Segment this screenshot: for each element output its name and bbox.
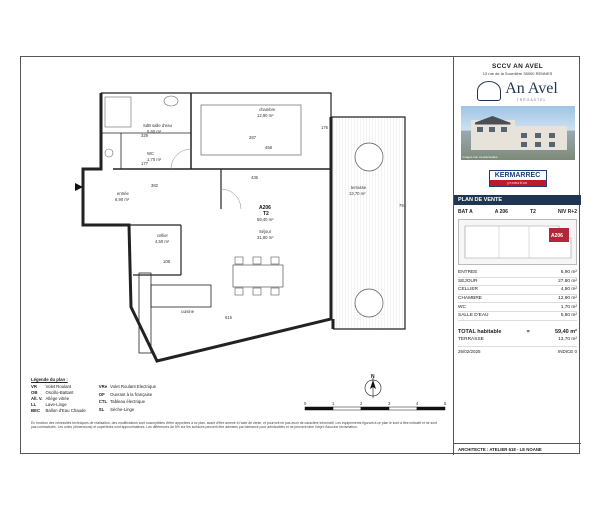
wc-bowl [105,149,113,157]
scale-bar [301,399,451,419]
room-area: 6,90 m² [560,270,577,276]
terrace-value: 13,70 m² [558,336,577,342]
legend-value: Lave-Linge [45,402,67,407]
house-icon [477,81,501,101]
room-row [458,295,577,304]
scale-tick-label: 1 [332,401,335,406]
terrace-label: TERRASSE [458,336,484,342]
legend-key: All. V. [31,396,43,401]
room-area: 4,50 m² [560,287,577,293]
dimension-label: 287 [249,135,256,140]
plan-label-chambre-area: 12,90 m² [257,113,274,118]
legend-key: VR [31,384,37,389]
bed [201,105,301,155]
compass-label: N [371,374,375,380]
legend-value: Ballon d'Eau Chaude [45,408,86,413]
plan-label-sejour: Séjour [259,229,272,234]
scale-tick-label: 3 [388,401,391,406]
level-label: NIV R+2 [557,209,577,215]
photo-caption: Images non contractuelles [462,155,498,159]
scale-tick-label: 4 [416,401,419,406]
company-address: 13 rue de la Sourdière 35000 RENNES [482,71,553,76]
plan-label-terrasse-area: 13,70 m² [349,191,366,196]
plan-label-cellier: cellier [157,233,168,238]
legend-value: Ouvrant à la française [110,391,153,397]
plan-label-sdb-area: 5,60 m² [147,129,162,134]
scale-tick-label: 2 [360,401,363,406]
scale-segment [417,407,445,410]
room-name: WC [458,304,466,310]
plan-label-lot-area: 59,40 m² [257,217,274,222]
disclaimer-text: En fonction des nécessités techniques de réalisation, des modifications sont susceptibles d'être apportées à ce plan, avant d'être amené à l'acte de vente, et pourront ne pas avoir de caractère informatif. Les équipements figurant à ce plan le sont à titre indicatif et ne sont pas contractuels. Les cotes (dimensions) et superficies sont approximatives. Les différences de 5% sur les surfaces peuvent être admises par tolérance pour admissibles et ne peuvent faire l'objet d'aucune réclamation. [31,421,437,430]
legend-left [31,384,89,414]
legend-key: OF [98,391,105,397]
plan-label-wc-area: 1,70 m² [147,157,162,162]
floor-plan [21,57,453,377]
room-row [458,312,577,321]
scale-segment [333,407,361,410]
logo-subtitle: TRÉGASTEL [516,98,547,102]
plan-de-vente-band: PLAN DE VENTE [454,195,581,205]
legend-value: Allège vitrée [45,396,70,401]
room-name: ENTREE [458,270,478,276]
dimension-label: 436 [251,175,258,180]
legend-key: LL [31,402,37,407]
legend-key: SL [98,406,105,412]
room-row [458,303,577,312]
architect-credit: ARCHITECTE : ATELIER 618 - LE NOANE [454,443,581,455]
plan-label-cellier-area: 4,50 m² [155,239,170,244]
terrace-row [458,337,577,342]
room-name: CHAMBRE [458,296,482,302]
dimension-label: 177 [141,161,148,166]
dimension-label: 329 [141,133,148,138]
room-row [458,278,577,287]
room-area: 12,90 m² [558,296,577,302]
plan-label-type: T2 [263,211,269,217]
legend-value: Oscillo-Battant [45,390,74,395]
room-name: SEJOUR [458,278,478,284]
plan-label-entree-area: 6,90 m² [115,197,130,202]
room-name: SALLE D'EAU [458,313,489,319]
plan-label-lot: A206 [259,205,271,211]
shower [105,97,131,127]
plan-date: 26/02/2025 [458,348,481,354]
room-areas-list [458,269,577,321]
room-area: 1,70 m² [560,304,577,310]
dimension-label: 791 [399,203,406,208]
washbasin [164,96,178,106]
dimension-label: 176 [321,125,328,130]
room-name: CELLIER [458,287,478,293]
legend-value: Tableau électrique [110,399,146,404]
plan-label-sejour-area: 31,80 m² [257,235,274,240]
building-photo [461,106,575,160]
room-row [458,286,577,295]
scale-tick-label: 0 [304,401,307,406]
promoter-sub: promotion [490,180,546,186]
total-habitable [458,329,577,335]
date-index-row [458,346,577,354]
terrace-table-2 [355,289,383,317]
lot-label: A 206 [494,209,508,215]
plan-label-sdb: SdB salle d'eau [143,123,172,128]
scale-segment [361,407,389,410]
kermarrec-logo [489,170,547,187]
plan-label-entree: entrée [117,191,129,196]
dimension-label: 458 [265,145,272,150]
plan-label-wc: WC [147,151,154,156]
type-label: T2 [530,209,536,215]
floor-locator-map [458,219,577,265]
bat-label: BAT A [458,209,473,215]
room-area: 5,60 m² [560,313,577,319]
company-name: SCCV AN AVEL [491,63,544,70]
logo-text: An Avel [505,80,558,97]
dining-table [233,265,283,287]
an-avel-logo [454,80,581,102]
north-compass-icon [361,373,385,399]
legend [31,377,181,414]
dimension-label: 615 [225,315,232,320]
room-row [458,269,577,278]
plan-label-terrasse: terrasse [351,185,367,190]
total-value: 59,40 m² [554,328,577,335]
scale-segment [389,407,417,410]
room-area: 27,80 m² [558,278,577,284]
dimension-label: 108 [163,259,170,264]
legend-key: CTL [98,399,108,404]
lot-info-row [454,205,581,217]
legend-right [99,384,159,414]
legend-title: Légende du plan : [31,377,68,382]
dimension-label: 382 [151,183,158,188]
scale-tick-label: 5 [444,401,447,406]
legend-key: BEC [31,408,41,413]
terrace-table-1 [355,143,383,171]
legend-key: OB [31,390,38,395]
plan-label-chambre: chambre [259,107,276,112]
plan-index: INDICE 0 [557,348,577,354]
legend-value: Sèche-Linge [110,406,135,412]
total-label: TOTAL habitable [458,328,502,335]
plan-label-cuisine: cuisine [181,309,195,314]
legend-value: Volet Roulant [45,384,72,389]
promoter-name: KERMARREC [494,172,541,179]
locator-label: A206 [551,233,563,239]
scale-segment [305,407,333,410]
sales-plan-sheet [20,56,580,454]
total-eq: = [526,328,530,335]
legend-key: VRe [98,384,108,389]
legend-value: Volet Roulant Electrique [110,384,157,389]
info-sidebar [453,57,581,455]
